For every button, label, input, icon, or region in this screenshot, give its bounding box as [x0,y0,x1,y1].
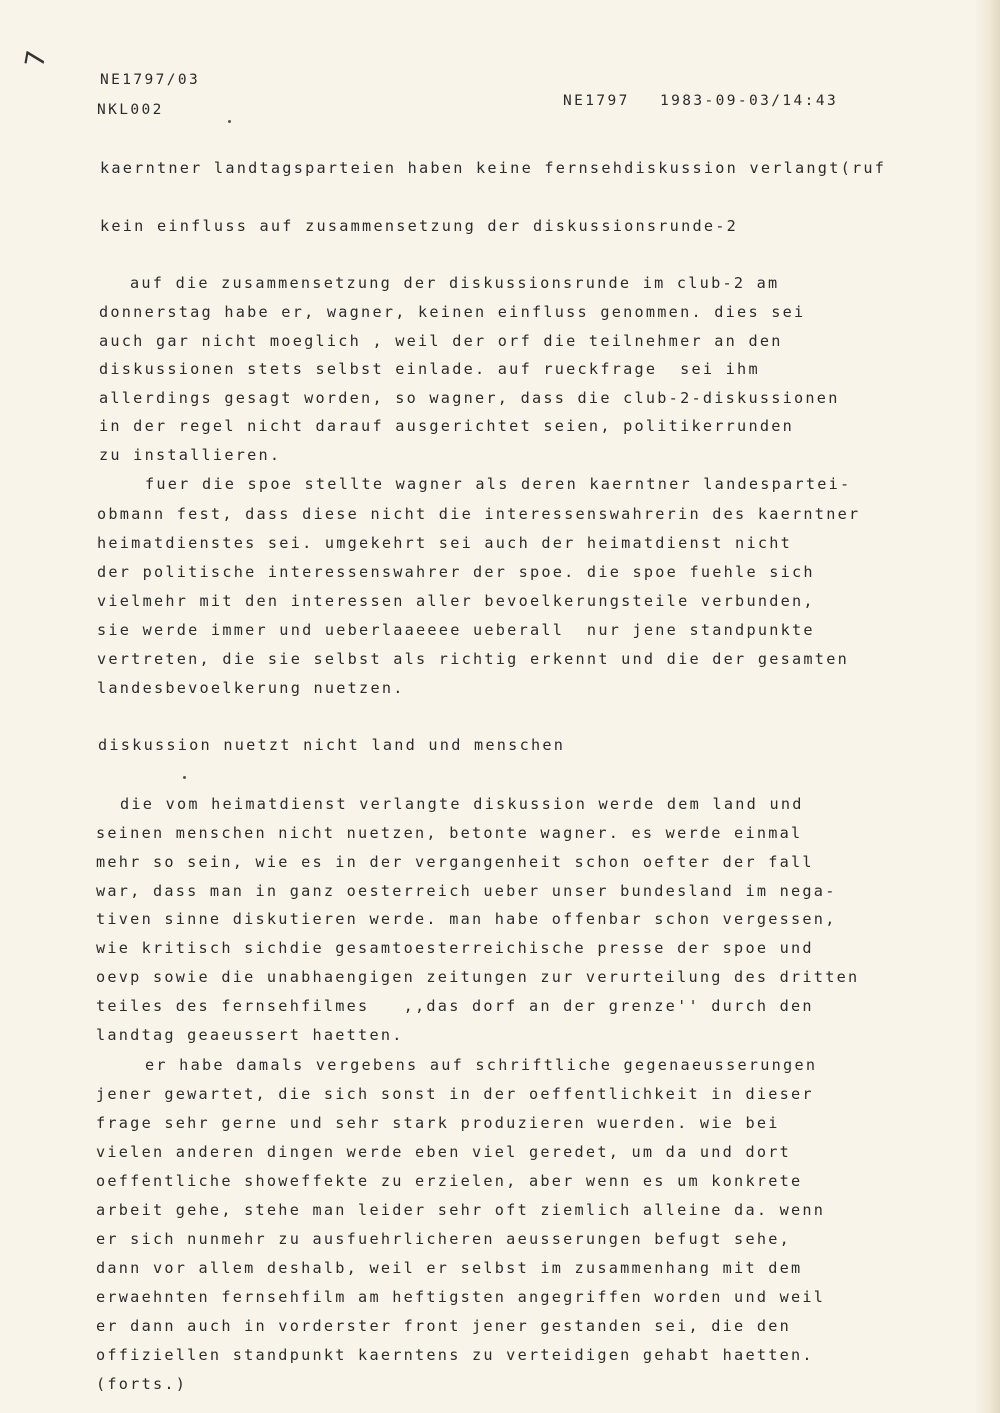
header-ref: NE1797 [563,93,630,109]
text-line: (forts.) [96,1375,188,1393]
text-line: donnerstag habe er, wagner, keinen einfluss genommen. dies sei [99,303,806,321]
text-line: mehr so sein, wie es in der vergangenheit schon oefter der fall [96,853,814,871]
text-line: oevp sowie die unabhaengigen zeitungen zur verurteilung des dritten [96,968,860,986]
text-line: heimatdienstes sei. umgekehrt sei auch der heimatdienst nicht [97,534,793,552]
subheadline: kein einfluss auf zusammensetzung der diskussionsrunde-2 [100,217,739,235]
text-line: landtag geaeussert haetten. [96,1026,404,1044]
text-line: auf die zusammensetzung der diskussionsrunde im club-2 am [130,274,780,292]
text-line: allerdings gesagt worden, so wagner, dass die club-2-diskussionen [99,389,840,407]
margin-mark: 7 [20,48,53,70]
ink-speck [228,120,231,123]
text-line: teiles des fernsehfilmes ,,das dorf an der grenze'' durch den [96,997,814,1015]
text-line: oeffentliche showeffekte zu erzielen, aber wenn es um konkrete [96,1172,803,1190]
text-line: frage sehr gerne und sehr stark produzieren wuerden. wie bei [96,1114,780,1132]
text-line: er habe damals vergebens auf schriftliche gegenaeusserungen [145,1056,818,1074]
text-line: der politische interessenswahrer der spoe. die spoe fuehle sich [97,563,815,581]
text-line: arbeit gehe, stehe man leider sehr oft ziemlich alleine da. wenn [96,1201,826,1219]
text-line: erwaehnten fernsehfilm am heftigsten angegriffen worden und weil [96,1288,826,1306]
text-line: seinen menschen nicht nuetzen, betonte wagner. es werde einmal [96,824,803,842]
text-line: er dann auch in vorderster front jener gestanden sei, die den [96,1317,792,1335]
text-line: wie kritisch sichdie gesamtoesterreichische presse der spoe und [96,939,814,957]
text-line: in der regel nicht darauf ausgerichtet seien, politikerrunden [99,417,795,435]
text-line: dann vor allem deshalb, weil er selbst im zusammenhang mit dem [96,1259,803,1277]
text-line: sie werde immer und ueberlaaeeee ueberall nur jene standpunkte [97,621,815,639]
text-line: zu installieren. [99,446,282,464]
text-line: vertreten, die sie selbst als richtig erkennt und die der gesamten [97,650,849,668]
text-line: tiven sinne diskutieren werde. man habe offenbar schon vergessen, [96,910,837,928]
text-line: war, dass man in ganz oesterreich ueber unser bundesland im nega- [96,882,837,900]
section-heading: diskussion nuetzt nicht land und menschen [98,736,566,754]
header-doc-id: NE1797/03 [100,72,201,88]
text-line: die vom heimatdienst verlangte diskussion werde dem land und [120,795,804,813]
text-line: landesbevoelkerung nuetzen. [97,679,405,697]
text-line: jener gewartet, die sich sonst in der oeffentlichkeit in dieser [96,1085,814,1103]
text-line: er sich nunmehr zu ausfuehrlicheren aeusserungen befugt sehe, [96,1230,792,1248]
header-code: NKL002 [97,102,164,118]
text-line: obmann fest, dass diese nicht die interessenswahrerin des kaerntner [97,505,861,523]
headline: kaerntner landtagsparteien haben keine fernsehdiskussion verlangt(ruf [100,159,887,177]
text-line: diskussionen stets selbst einlade. auf rueckfrage sei ihm [99,360,760,378]
header-datetime: 1983-09-03/14:43 [660,93,839,109]
text-line: auch gar nicht moeglich , weil der orf die teilnehmer an den [99,332,783,350]
text-line: vielen anderen dingen werde eben viel geredet, um da und dort [96,1143,792,1161]
text-line: fuer die spoe stellte wagner als deren kaerntner landespartei- [145,475,852,493]
ink-speck [183,776,186,779]
paper-edge [974,0,1000,1413]
text-line: vielmehr mit den interessen aller bevoelkerungsteile verbunden, [97,592,815,610]
text-line: offiziellen standpunkt kaerntens zu verteidigen gehabt haetten. [96,1346,814,1364]
